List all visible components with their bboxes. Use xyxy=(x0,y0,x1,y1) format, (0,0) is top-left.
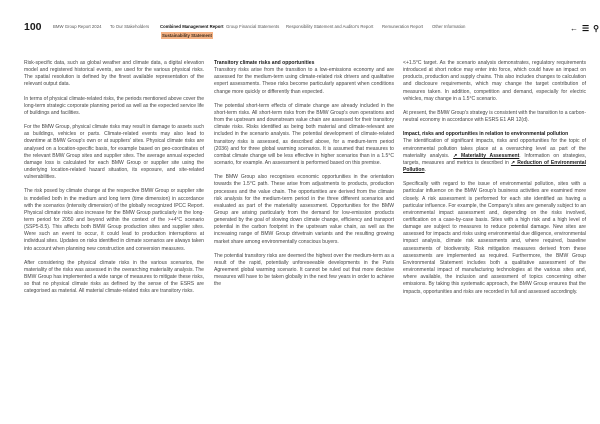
paragraph: Risk-specific data, such as global weather and climate data, a digital elevation model and registered historical events, are used for the various physical risks. The spatial resolution is defined by the finest available representation of the relevant output data. xyxy=(24,60,204,88)
paragraph: Specifically with regard to the issue of environmental pollution, sites with a particular influence on the BMW Group's business activities are examined more closely. A risk assessment is performed for each site identified as having a particular influence. For example, the Company's sites are generally subject to an environmental impact assessment and, depending on the risks involved, certification on a case-by-case basis. Sites with a high risk and a high level of damage are subject to measures to reduce potential damage. New sites are assessed for impacts and risks using environmental due diligence, environmental impact analysis, climate risk assessments and, where required, baseline assessments of biodiversity. Risk mitigation measures derived from these assessments are implemented as required. Furthermore, the BMW Group Environmental Statement includes both a qualitative assessment of the environmental impact of manufacturing technologies at the various sites and, where available, the inclusion and assessment of topics concerning other emissions. By taking this systematic approach, the BMW Group ensures that the impacts, opportunities and risks are recorded in full and assessed accordingly. xyxy=(403,181,586,295)
paragraph: The risk posed by climate change at the respective BMW Group or supplier site is modelled both in the medium and long term (time dimension) in accordance with the scenarios (intensity dimension) of the globally recognized IPCC Report. Physical climate risks also increase for the BMW Group particularly in the long-term period for 2050 and beyond within the context of the >+4°C scenario (SSP5-8.5). This affects both BMW Group production sites and supplier sites. Were such an event to occur, it could lead to production interruptions at individual sites. Updates on risks identified in climate scenarios are always taken into account when planning new construction and conversion measures. xyxy=(24,188,204,252)
paragraph: The potential short-term effects of climate change are already included in the short-term risks. All short-term risks from the BMW Group's own operations and from the upstream and downstream value chain are assessed for their transitory climate risks. Risks identified as being both material and climate-relevant are included in the scenario analysis. The potential development of climate-related transitory risks is assessed, as described above, for a medium-term period (2036) and for three global warming scenarios. It is assumed that measures to combat climate change will be less effective in higher scenarios than in a 1.5°C scenario, for example. An assessment is performed based on this premise. xyxy=(214,102,394,167)
page-number: 100 xyxy=(24,21,42,33)
section-heading: Impact, risks and opportunities in relation to environmental pollution xyxy=(403,131,569,138)
back-arrow-icon[interactable]: ← xyxy=(570,24,578,33)
paragraph: The BMW Group also recognises economic opportunities in the orientation towards the 1.5°C path. These arise from adjustments to products, production processes and the value chain. The opportunities are derived from the climate risk analysis for the medium-term period in the three different scenarios and evaluated as part of the materiality assessment. Opportunities for the BMW Group are arising particularly from the demand for low-emission products generated by the goal of slowing down climate change, efficiency and transport potential in the carbon footprint in the upstream value chain, as well as the increasing range of BMW Group drivetrain variants and the resulting growing market share among environmentally conscious buyers. xyxy=(214,174,394,245)
reduction-pollution-link[interactable]: ↗ Reduction of Environmental Pollution xyxy=(403,159,586,174)
paragraph: At present, the BMW Group's strategy is consistent with the transition to a carbon-neutral economy in accordance with ESRS E1 AR 12(d). xyxy=(403,109,587,124)
nav-other-information[interactable]: Other Information xyxy=(432,24,466,29)
column-2 xyxy=(214,60,394,296)
column-3 xyxy=(403,60,586,303)
nav-sustainability-statement[interactable]: Sustainability Statement xyxy=(162,33,212,38)
nav-report[interactable]: BMW Group Report 2024 xyxy=(53,24,102,29)
column-1 xyxy=(24,60,204,303)
materiality-assessment-link[interactable]: ↗ Materiality Assessment xyxy=(453,152,520,159)
section-heading: Transitory climate risks and opportunities xyxy=(214,60,315,66)
nav-stakeholders[interactable]: To Our Stakeholders xyxy=(110,24,150,29)
paragraph: After considering the physical climate risks in the various scenarios, the materiality of the risks was assessed in the overarching materiality analysis. The BMW Group has implemented a wide range of measures to mitigate these risks, so that no physical climate risks as defined by the sense of the ESRS are categorised as material. All material climate-related risks are transitory risks. xyxy=(24,259,204,295)
menu-icon[interactable]: ☰ xyxy=(582,24,590,33)
paragraph: The identification of significant impacts, risks and opportunities for the topic of environmental pollution takes place at a overarching level as part of the materiality analysis. ↗ Materiality Assessment. Information on strategies, targets, measures and metrics is described in ↗ Reduction of Environmental Pollution. xyxy=(403,138,587,174)
page-header xyxy=(0,0,600,45)
paragraph: For the BMW Group, physical climate risks may result in damage to assets such as buildings, vehicles or parts. Climate-related events may also lead to downtime at BMW Group's own or at suppliers' sites. Physical climate risks are analysed on a location-specific basis, for example based on geo-coordinates of the relevant BMW Group sites and supplier sites. The average annual expected damage loss is calculated for each BMW Group or supplier site using the underlying location-related hazard situation, its exposure, and site-related vulnerabilities. xyxy=(24,124,204,181)
paragraph: Transitory risks arise from the transition to a low-emissions economy and are assessed for the medium-term using climate-related risk drivers and qualitative expert assessments. These risks become particularly apparent when conditions change more quickly or differently than expected. xyxy=(214,67,394,95)
paragraph: In terms of physical climate-related risks, the periods mentioned above cover the long-term strategic corporate planning period as well as the expected service life of buildings and facilities. xyxy=(24,95,204,116)
nav-combined-management-report[interactable]: Combined Management Report xyxy=(160,24,224,29)
toolbar-icons xyxy=(570,24,600,33)
nav-remuneration-report[interactable]: Remuneration Report xyxy=(382,24,424,29)
nav-responsibility-statement[interactable]: Responsibility Statement and Auditor's Report xyxy=(286,24,374,29)
paragraph: <+1.5°C target. As the scenario analysis demonstrates, regulatory requirements introduced at short notice may enter into force, which could have an impact on products, production and supply chains. This also includes changes to calculation and disclosure requirements, which may change the target contribution of measures taken. In addition, competition and demand, especially for electric vehicles, may change in a 1.5°C scenario. xyxy=(403,60,586,102)
paragraph: The potential transitory risks are deemed the highest over the medium-term as a result of the rapid, potentially unforeseeable developments in the Paris Agreement global warming scenario. It cannot be ruled out that more decisive measures will have to be taken globally in the next few years in order to achieve the xyxy=(214,252,394,288)
search-icon[interactable]: ⚲ xyxy=(593,24,600,33)
nav-group-financial-statements[interactable]: Group Financial Statements xyxy=(226,24,280,29)
